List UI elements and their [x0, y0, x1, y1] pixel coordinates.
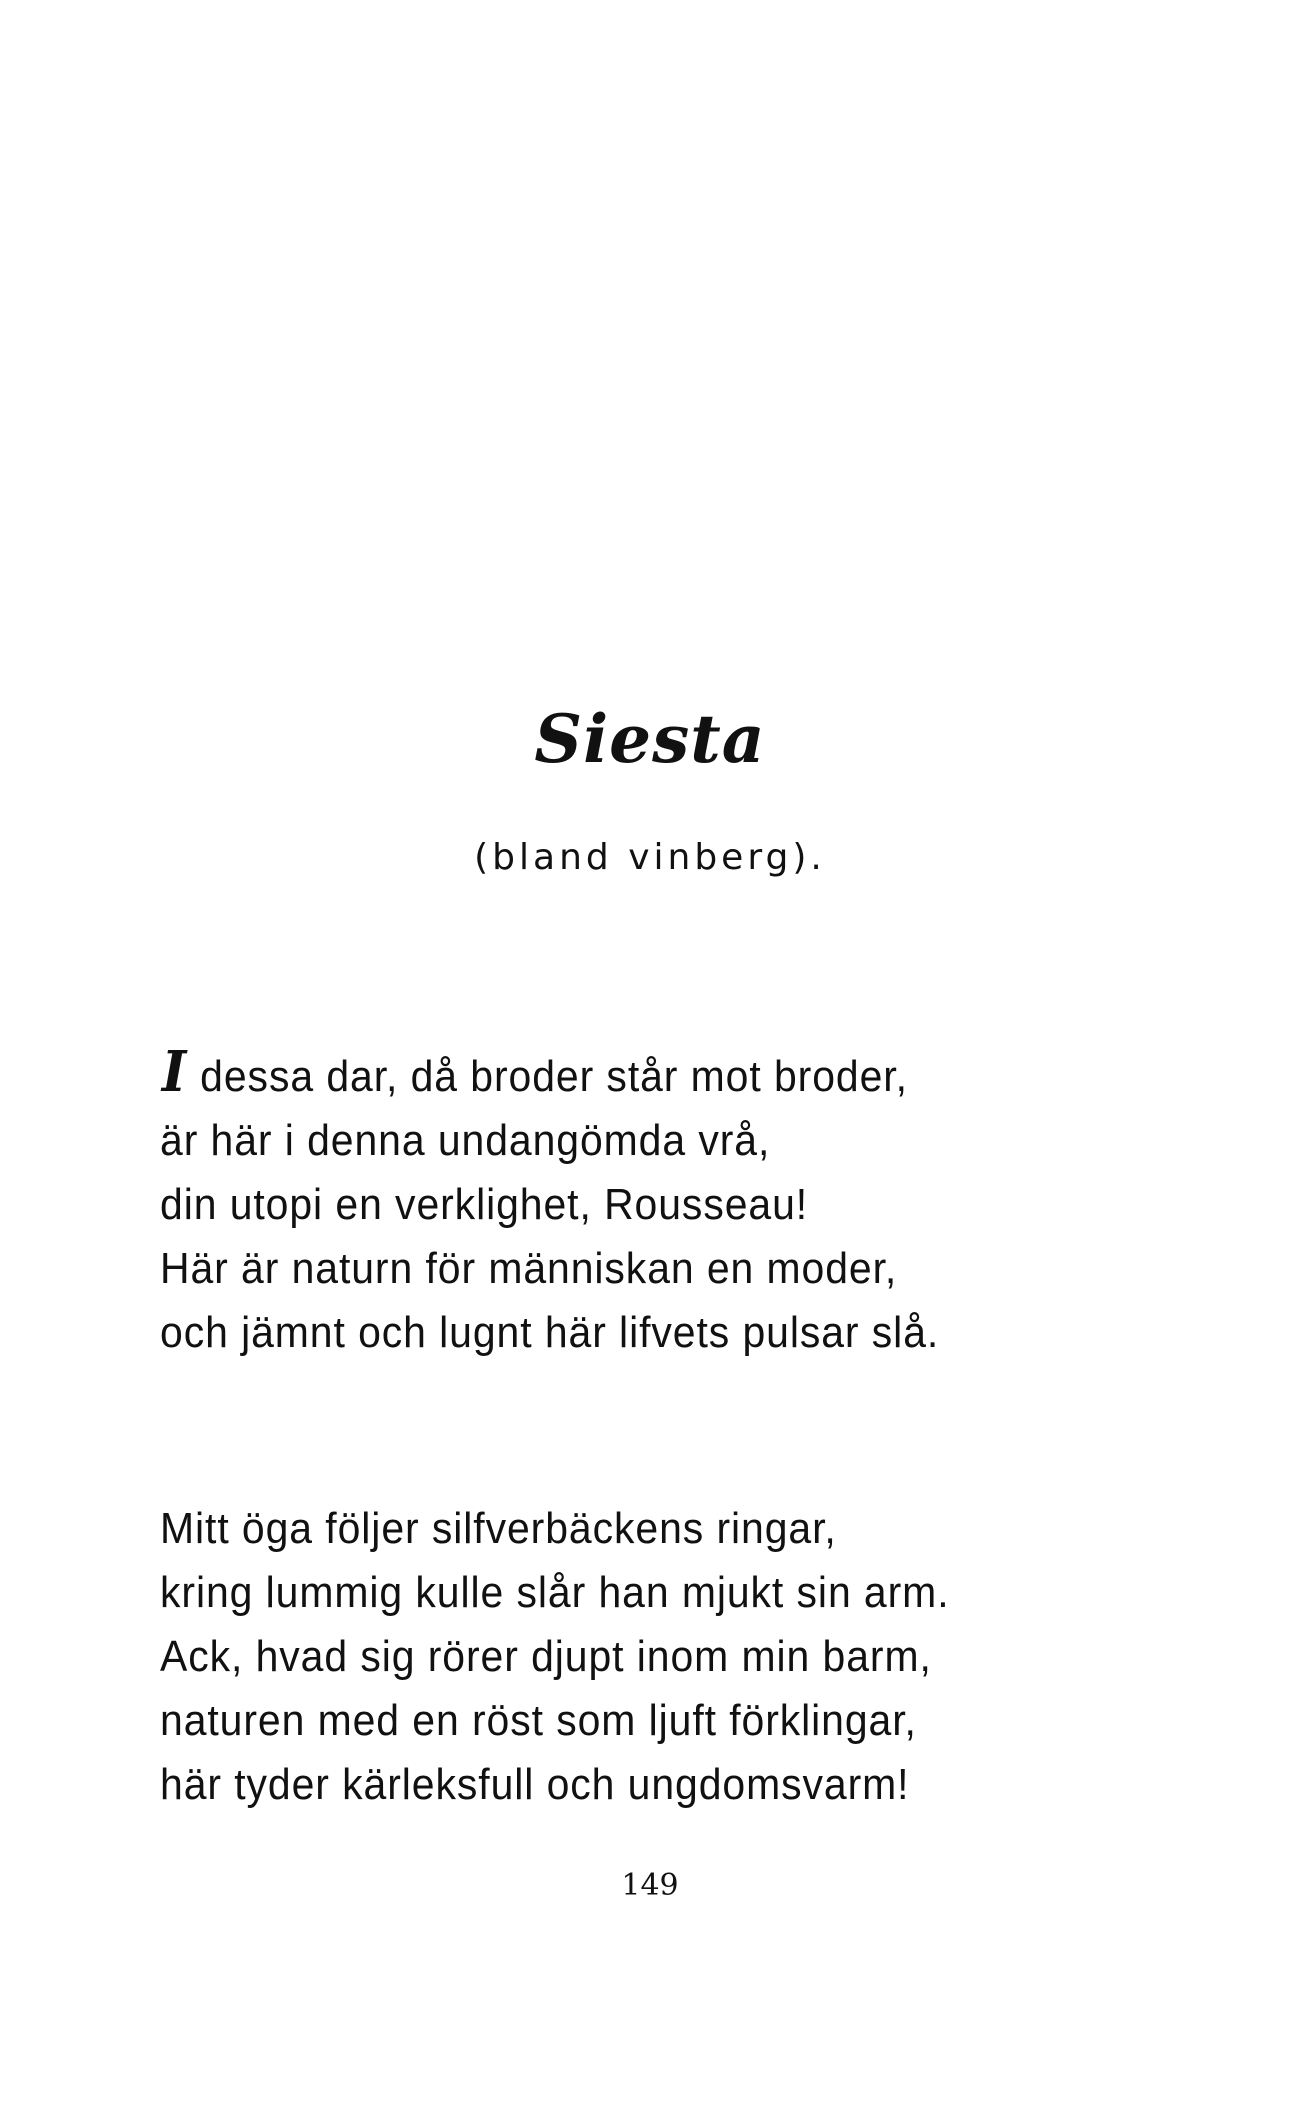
stanza-1-line-3: din utopi en verklighet, Rousseau! — [160, 1180, 809, 1229]
stanza-1-line-5: och jämnt och lugnt här lifvets pulsar slå. — [160, 1308, 940, 1357]
stanza-1-line-2: är här i denna undangömda vrå, — [160, 1116, 771, 1165]
stanza-1-line-1-text: dessa dar, då broder står mot broder, — [200, 1052, 908, 1101]
poem-subtitle: (bland vinberg). — [474, 837, 826, 878]
page-number: 149 — [621, 1868, 679, 1903]
stanza-1 — [160, 1040, 1090, 1365]
stanza-2 — [160, 1497, 1090, 1817]
stanza-2-line-3: Ack, hvad sig rörer djupt inom min barm, — [160, 1632, 932, 1681]
stanza-1-line-4: Här är naturn för människan en moder, — [160, 1244, 898, 1293]
stanza-2-line-5: här tyder kärleksfull och ungdomsvarm! — [160, 1760, 910, 1809]
stanza-2-line-4: naturen med en röst som ljuft förklingar, — [160, 1696, 917, 1745]
stanza-1-line-1 — [160, 1040, 1090, 1109]
stanza-2-line-2: kring lummig kulle slår han mjukt sin arm. — [160, 1568, 950, 1617]
stanza-2-line-1: Mitt öga följer silfverbäckens ringar, — [160, 1504, 837, 1553]
poem-title: Siesta — [534, 700, 766, 778]
drop-cap: I — [161, 1039, 188, 1105]
